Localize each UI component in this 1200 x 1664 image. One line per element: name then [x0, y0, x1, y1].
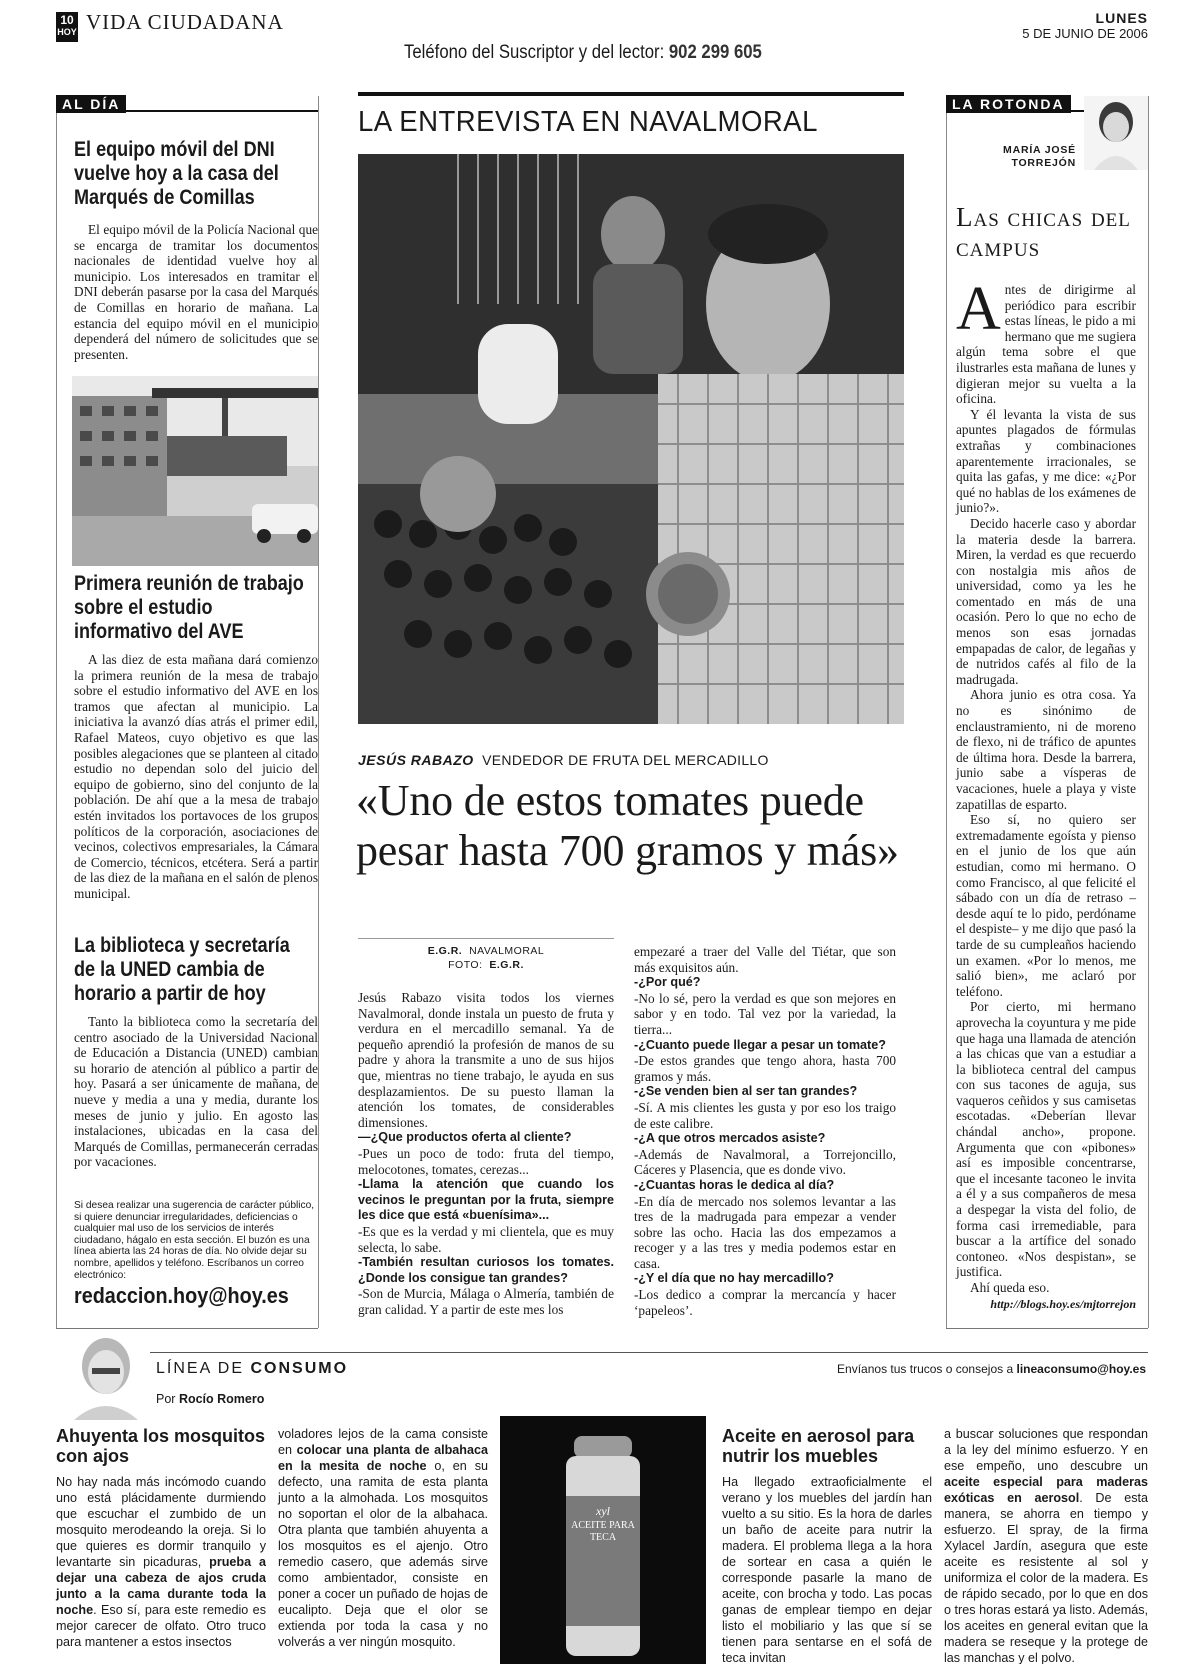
rotonda-title: Las chicas del campus: [956, 202, 1131, 262]
byline-rule: [358, 938, 614, 939]
rotonda-paragraph: Decido hacerle caso y abordar la materia desde la barrera. Miren, la verdad es que recuerdo con nostalgia mis años de universidad, como ya les he comentado en más de una ocasión. Pero lo que no echo de menos son esas jornadas empapadas de calor, de legañas y de nutridos cafés al filo de la madrugada.: [956, 515, 1136, 687]
consumo-face-icon: [62, 1332, 146, 1420]
rotonda-paragraph: Eso sí, no quiero ser extremadamente egoísta y pienso en el junio de los que aún estudian, como mi hermano. O como Francisco, al que felicité el sábado con un día de retraso –desde aquí te lo pido, perdóname el despiste– y me dijo que pasó la tarde de su cumpleaños haciendo un examen. «Por lo menos, me salió bien», me aclaró por teléfono.: [956, 812, 1136, 999]
qa-list-2: [634, 975, 896, 1318]
page-brand: HOY: [57, 27, 77, 37]
photo-vendor: [358, 154, 904, 724]
qa-answer: -Es que es la verdad y mi clientela, que es muy selecta, lo sabe.: [358, 1223, 614, 1255]
qa-answer: -Pues un poco de todo: fruta del tiempo, melocotones, tomates, cerezas...: [358, 1145, 614, 1177]
interview-col2-lead: empezaré a traer del Valle del Tiétar, que son más exquisitos aún.: [634, 944, 896, 975]
rotonda-first: ntes de dirigirme al periódico para escribir estas líneas, le pido a mi hermano que me sugiera algún tema sobre el que ilustrarles esta mañana de lunes y digieran mejor su vuelta a la oficina.: [956, 282, 1136, 407]
rule-right-2: [1148, 96, 1149, 1328]
rotonda-paragraph: Por cierto, mi hermano aprovecha la coyuntura y me pide que haga una llamada de atención a las chicas que van a estudiar a la biblioteca central del campus con sus tacones de aguja, sus vaqueros ceñidos y sus camisetas escotadas. «Deberían llevar chándal ancho», propone. Argumenta que con «pibones» así es imposible concentrarse, que el incesante taconeo le invita a él y a sus compañeros de mesa a despegar la vista del folio, de forma casi irremediable, para buscar a la artífice del sonado contoneo. «Nos despistan», se justifica.: [956, 999, 1136, 1280]
rule-left: [56, 96, 57, 1328]
qa-answer: -De estos grandes que tengo ahora, hasta 700 gramos y más.: [634, 1053, 896, 1084]
consumo-byline: Por Rocío Romero: [156, 1392, 265, 1406]
aldia-tag: AL DÍA: [56, 95, 126, 113]
interviewee: [358, 752, 769, 769]
rule-left-2: [318, 96, 319, 1328]
tip2-col2: a buscar soluciones que respondan a la ley del mínimo esfuerzo. Y en ese empeño, uno descubre un aceite especial para maderas exóticas en aerosol. De esta manera, se ahorra en tiempo y esfuerzo. El spray, de la firma Xylacel Jardín, asegura que este aceite es resistente al sol y uniformiza el color de la madera. Es de rápido secado, por lo que en dos o tres horas estará ya listo. Además, los aceites en general evitan que la madera se reseque y la protege de las manchas y el polvo.: [944, 1427, 1148, 1664]
aldia-headline-3: La biblioteca y secretaría de la UNED cambia de horario a partir de hoy: [74, 934, 290, 1005]
rotonda-paragraph: Ahora junio es otra cosa. Ya no es sinónimo de enclaustramiento, ni de moreno de flexo, ni de tráfico de apuntes de última hora. Desde la barrera, junio sabe a vísperas de vacaciones, huele a playa y viste zapatillas de esparto.: [956, 687, 1136, 812]
qa-question: -¿Cuanto puede llegar a pesar un tomate?: [634, 1037, 886, 1052]
interview-topbar: [358, 92, 904, 96]
interview-quote: «Uno de estos tomates puede pesar hasta 700 gramos y más»: [356, 776, 899, 875]
tip2-col1: Ha llegado extraoficialmente el verano y los muebles del jardín han vuelto a su sitio. Es la hora de darles un baño de aceite para nutrir la madera. El problema llega a la hora de sortear en casa a quién le corresponde pasarle la mano de aceite, con brocha y todo. Las pocas ganas de emplear tiempo en dejar listo el mobiliario y las que sí se tienen para sentarse en el sofá de teca invitan: [722, 1475, 932, 1664]
aldia-headline-1: El equipo móvil del DNI vuelve hoy a la casa del Marqués de Comillas: [74, 138, 279, 209]
qa-question: -También resultan curiosos los tomates. ¿Donde los consigue tan grandes?: [358, 1255, 614, 1285]
rotonda-blog[interactable]: http://blogs.hoy.es/mjtorrejon: [990, 1296, 1136, 1311]
qa-question: -¿A que otros mercados asiste?: [634, 1131, 826, 1146]
page-number: 10 HOY: [56, 12, 78, 42]
photo-street: [72, 376, 318, 566]
interview-col-1: [358, 990, 614, 1317]
can-label-main: ACEITE PARA TECA: [571, 1520, 635, 1543]
photo-aerosol: [500, 1416, 706, 1664]
author-face-icon: [1084, 96, 1148, 170]
qa-answer: -Los dedico a comprar la mercancía y hacer ‘papeleos’.: [634, 1287, 896, 1318]
section-title: VIDA CIUDADANA: [86, 10, 284, 34]
aldia-email[interactable]: redaccion.hoy@hoy.es: [74, 1283, 289, 1308]
aldia-body-1: El equipo móvil de la Policía Nacional que se encarga de tramitar los documentos nacionales de identidad vuelve hoy al municipio. Los interesados en tramitar el DNI deberán pasarse por la casa del Marqués de Comillas en horario de mañana. La estancia del equipo móvil en el municipio dependerá del número de solicitudes que se presenten.: [74, 222, 318, 362]
rule-bottom-right: [946, 1328, 1148, 1329]
rotonda-tag: LA ROTONDA: [946, 95, 1071, 113]
tip1-col2: voladores lejos de la cama consiste en colocar una planta de albahaca en la mesita de noche o, en su defecto, una ramita de esta planta junto a la almohada. Los mosquitos no soportan el olor de la albahaca. Otra planta que también ahuyenta a los mosquitos es el ajenjo. Otro remedio casero, que además sirve como ambientador, consiste en poner a cocer un puñado de hojas de eucalipto. Deja que el olor se extienda por toda la casa y no volverás a ver ningún mosquito.: [278, 1427, 488, 1649]
consumo-rule: [150, 1352, 1148, 1353]
qa-answer: -Además de Navalmoral, a Torrejoncillo, Cáceres y Plasencia, que es donde vivo.: [634, 1146, 896, 1178]
phone-line: [404, 42, 762, 64]
rotonda-paragraph: Ahí queda eso.: [970, 1280, 1050, 1295]
street-illustration: [72, 376, 318, 566]
qa-question: -¿Se venden bien al ser tan grandes?: [634, 1084, 858, 1099]
qa-answer: -Son de Murcia, Málaga o Almería, también de gran calidad. Y a partir de este mes los: [358, 1286, 614, 1317]
interview-title: LA ENTREVISTA EN NAVALMORAL: [358, 106, 818, 138]
qa-answer: -Sí. A mis clientes les gusta y por eso los traigo de este calibre.: [634, 1099, 896, 1131]
qa-answer: -No lo sé, pero la verdad es que son mejores en sabor y en todo. Tal vez por la variedad, la tierra...: [634, 990, 896, 1037]
consumo-title: LÍNEA DE CONSUMO: [156, 1360, 349, 1377]
tip2-headline: Aceite en aerosol para nutrir los muebles: [722, 1426, 915, 1466]
dropcap: A: [956, 275, 1001, 343]
rotonda-author: MARÍA JOSÉ TORREJÓN: [1003, 144, 1076, 169]
qa-question: -Llama la atención que cuando los vecinos le preguntan por la fruta, siempre les dice que está «buenísima»...: [358, 1177, 614, 1223]
byline: E.G.R. NAVALMORAL FOTO: E.G.R.: [427, 945, 545, 971]
interviewee-role: VENDEDOR DE FRUTA DEL MERCADILLO: [482, 752, 769, 768]
qa-answer: -En día de mercado nos solemos levantar a las tres de la madrugada para empezar a vender sobre las ocho. Hacia las dos empezamos a recoger y a las tres y media podemos estar en casa.: [634, 1193, 896, 1271]
interview-intro: Jesús Rabazo visita todos los viernes Navalmoral, donde instala un puesto de fruta y verdura en el mercadillo semanal. Ya de pequeño aprendió la profesión de manos de su padre y ahora la transmite a uno de sus hijos que, mientras no tiene trabajo, le ayuda en sus desplazamientos. De su puesto llaman la atención los tomates, de considerables dimensiones.: [358, 990, 614, 1130]
phone-label: Teléfono del Suscriptor y del lector:: [404, 42, 665, 63]
aldia-headline-2: Primera reunión de trabajo sobre el estudio informativo del AVE: [74, 572, 304, 643]
interview-col-2: [634, 944, 896, 1318]
tip1-headline: Ahuyenta los mosquitos con ajos: [56, 1426, 266, 1466]
rotonda-body: [956, 275, 1136, 1312]
date-full: 5 DE JUNIO DE 2006: [1022, 26, 1148, 41]
rule-right: [946, 96, 947, 1328]
qa-list-1: [358, 1130, 614, 1317]
tip1-col1: No hay nada más incómodo cuando uno está plácidamente durmiendo que escuchar el zumbido de un mosquito merodeando la oreja. Si lo que quieres es dormir tranquilo y levantarte sin picaduras, prueba a dejar una cabeza de ajos cruda junto a la cama durante toda la noche. Eso sí, para este remedio es mejor carecer de olfato. Otro truco para mantener a estos insectos: [56, 1475, 267, 1649]
can-label-top: xyl: [596, 1504, 610, 1518]
qa-question: —¿Que productos oferta al cliente?: [358, 1130, 572, 1145]
qa-question: -¿Y el día que no hay mercadillo?: [634, 1271, 834, 1286]
consumo-portrait: [62, 1332, 146, 1420]
consumo-contact: Envíanos tus trucos o consejos a lineaconsumo@hoy.es: [837, 1362, 1146, 1376]
aldia-tagbar: [56, 94, 318, 112]
author-portrait: [1084, 96, 1148, 170]
phone-number: 902 299 605: [668, 42, 762, 63]
vendor-illustration: [358, 154, 904, 724]
consumo-email[interactable]: lineaconsumo@hoy.es: [1016, 1362, 1146, 1376]
aldia-body-3: Tanto la biblioteca como la secretaría del centro asociado de la Universidad Nacional de Educación a Distancia (UNED) cambian su horario de atención al público a partir de hoy. Pasará a ser únicamente de mañana, de nueve y media a una y media, durante los meses de junio y julio. En agosto las instalaciones, ubicadas en la casa del Marqués de Comillas, permanecerán cerradas por vacaciones.: [74, 1014, 318, 1170]
aldia-notice: Si desea realizar una sugerencia de carácter público, si quiere denunciar irregularidades, deficiencias o cualquier mal uso de los servicios de interés ciudadano, hágalo en esta sección. El buzón es una línea abierta las 24 horas de día. No olvide dejar su nombre, apellidos y teléfono. Escríbanos un correo electrónico:: [74, 1200, 315, 1281]
rotonda-paragraph: Y él levanta la vista de sus apuntes plagados de fórmulas extrañas y combinaciones aparentemente irracionales, se quita las gafas, y me dice: «¿Por qué no hablas de los exámenes de junio?».: [956, 406, 1136, 516]
rotonda-paragraphs: [956, 407, 1136, 1296]
rule-bottom-left: [56, 1328, 318, 1329]
aldia-body-2: A las diez de esta mañana dará comienzo la primera reunión de la mesa de trabajo sobre el estudio informativo del AVE en los tramos que afectan al municipio. La iniciativa la avanzó días atrás el primer edil, Rafael Mateos, cuyo objetivo es que las posibles alegaciones que se planteen al citado estudio no dependan solo del juicio del equipo de gobierno, sino del conjunto de la población. De ahí que a la mesa de trabajo estén invitados los portavoces de los grupos políticos de la corporación, asociaciones de vecinos, colectivos empresariales, la Cámara de Comercio, técnicos, etcétera. Será a partir de las diez de la mañana en el salón de plenos municipal.: [74, 652, 318, 901]
date-day: LUNES: [1095, 10, 1148, 26]
interviewee-name: JESÚS RABAZO: [358, 752, 474, 768]
qa-question: -¿Por qué?: [634, 975, 701, 990]
qa-question: -¿Cuantas horas le dedica al día?: [634, 1177, 835, 1192]
